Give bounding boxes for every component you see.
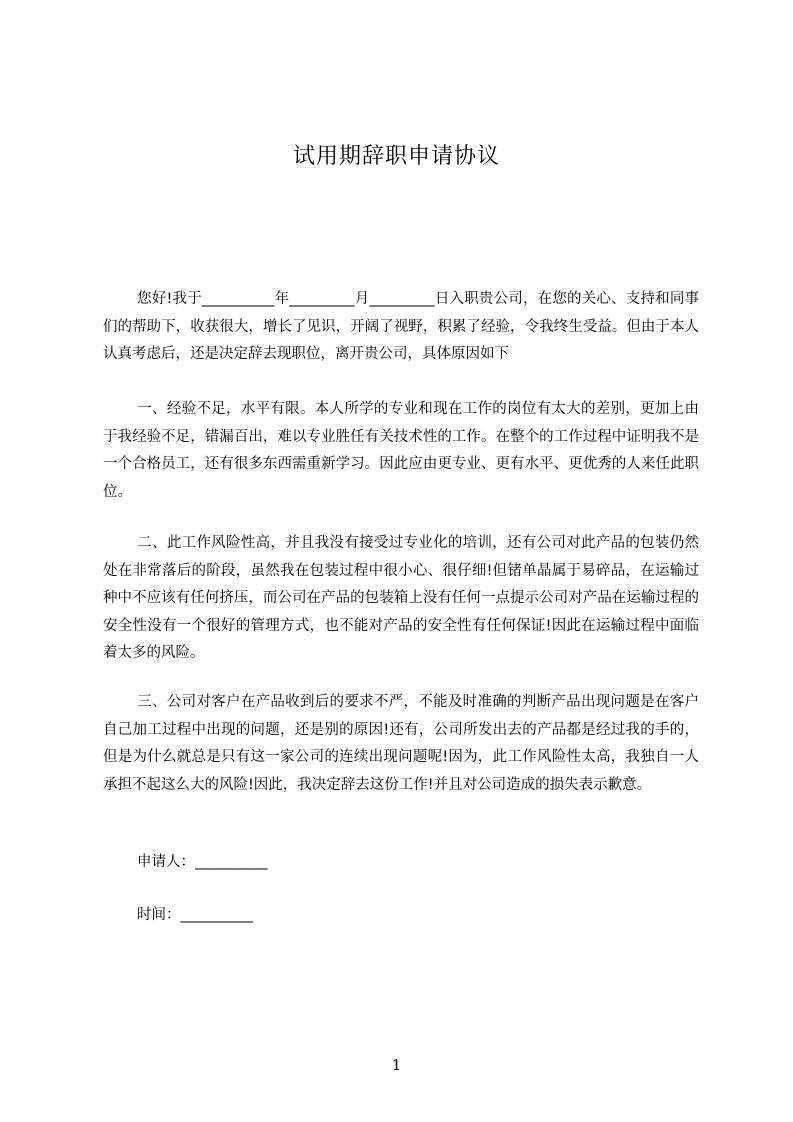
date-line: 时间：__________: [137, 907, 253, 923]
paragraph-reason-two: [103, 530, 699, 668]
paragraph-greeting: [103, 286, 699, 369]
paragraph-reason-one: [103, 396, 699, 506]
document-title: 试用期辞职申请协议: [292, 144, 500, 169]
paragraph-reason-three: [103, 689, 699, 799]
paragraph-text: 三、公司对客户在产品收到后的要求不严，不能及时准确的判断产品出现问题是在客户自己加工过程中出现的问题，还是别的原因!还有，公司所发出去的产品都是经过我的手的，但是为什么就总是只有这一家公司的连续出现问题呢!因为，此工作风险性太高，我独自一人承担不起这么大的风险!因此，我决定辞去这份工作!并且对公司造成的损失表示歉意。: [103, 694, 699, 793]
paragraph-text: 您好!我于__________年_________月_________日入职贵公司，在您的关心、支持和同事们的帮助下，收获很大，增长了见识，开阔了视野，积累了经验，令我终生受益。但由于本人认真考虑后，还是决定辞去现职位，离开贵公司，具体原因如下: [103, 291, 699, 363]
paragraph-text: 二、此工作风险性高，并且我没有接受过专业化的培训，还有公司对此产品的包装仍然处在非常落后的阶段，虽然我在包装过程中很小心、很仔细!但锗单晶属于易碎品，在运输过种中不应该有任何挤压，而公司在产品的包装箱上没有任何一点提示公司对产品在运输过程的安全性没有一个很好的管理方式，也不能对产品的安全性有任何保证!因此在运输过程中面临着太多的风险。: [103, 535, 699, 662]
applicant-signature-line: 申请人：__________: [137, 854, 268, 870]
paragraph-text: 一、经验不足，水平有限。本人所学的专业和现在工作的岗位有太大的差别，更加上由于我经验不足，错漏百出，难以专业胜任有关技术性的工作。在整个的工作过程中证明我不是一个合格员工，还有很多东西需重新学习。因此应由更专业、更有水平、更优秀的人来任此职位。: [103, 401, 699, 500]
page-number: 1: [391, 1056, 402, 1074]
